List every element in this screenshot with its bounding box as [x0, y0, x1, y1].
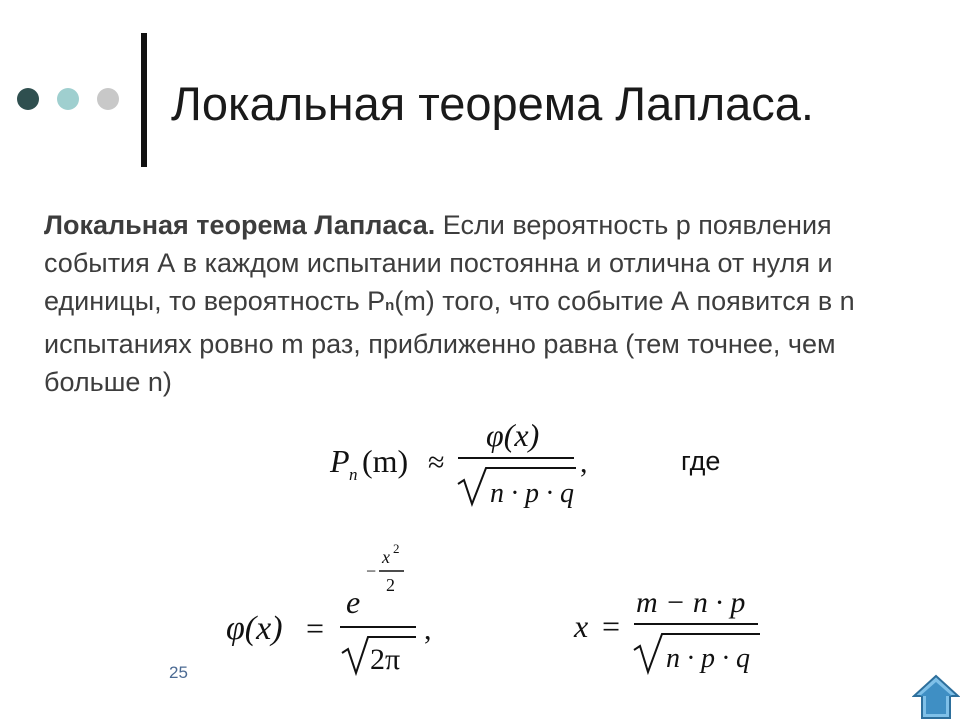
phi-exp-sign: −: [366, 561, 377, 581]
x-eq: =: [602, 608, 621, 644]
home-icon[interactable]: [912, 672, 960, 720]
phi-lhs: φ(x): [226, 610, 283, 647]
formula-sub-n: n: [349, 465, 358, 484]
theorem-text-part1: Если вероятность р появления события А в каждом испытании постоянна и отлична от нуля и единицы, то вероятность Р: [44, 210, 833, 316]
formula-comma: ,: [580, 446, 588, 479]
bullet-dot-dark: [17, 88, 39, 110]
phi-exp-den: 2: [386, 575, 395, 595]
theorem-text: [44, 206, 924, 401]
phi-exp-pow: 2: [393, 541, 400, 556]
theorem-subscript-n: n: [385, 297, 395, 314]
formula-approx: ≈: [428, 446, 445, 479]
theorem-text-part2: (m) того, что событие А появится в n испытаниях ровно m раз, приближенно равна (тем точнее, чем больше n): [44, 286, 855, 397]
x-numerator: m − n · p: [636, 586, 746, 619]
phi-eq: =: [306, 610, 325, 646]
where-label: где: [681, 446, 721, 476]
slide-title: Локальная теорема Лапласа.: [171, 77, 814, 130]
formula-P: P: [330, 443, 350, 479]
theorem-lead: Локальная теорема Лапласа.: [44, 210, 436, 240]
laplace-formula: [320, 412, 610, 512]
formula-numerator: φ(x): [486, 417, 540, 453]
phi-den: 2π: [370, 643, 401, 676]
bullet-dot-teal: [57, 88, 79, 110]
x-lhs: x: [574, 608, 589, 644]
page-number: 25: [169, 663, 188, 682]
formula-m-paren: (m): [362, 443, 409, 479]
phi-formula: [220, 535, 460, 685]
bullet-dot-gray: [97, 88, 119, 110]
x-formula: [570, 580, 770, 685]
phi-comma: ,: [424, 613, 432, 646]
x-denominator: n · p · q: [666, 643, 750, 674]
title-divider: [141, 33, 147, 167]
phi-base-e: e: [346, 584, 361, 620]
formula-denominator: n · p · q: [490, 478, 574, 509]
phi-exp-x: x: [382, 547, 390, 567]
